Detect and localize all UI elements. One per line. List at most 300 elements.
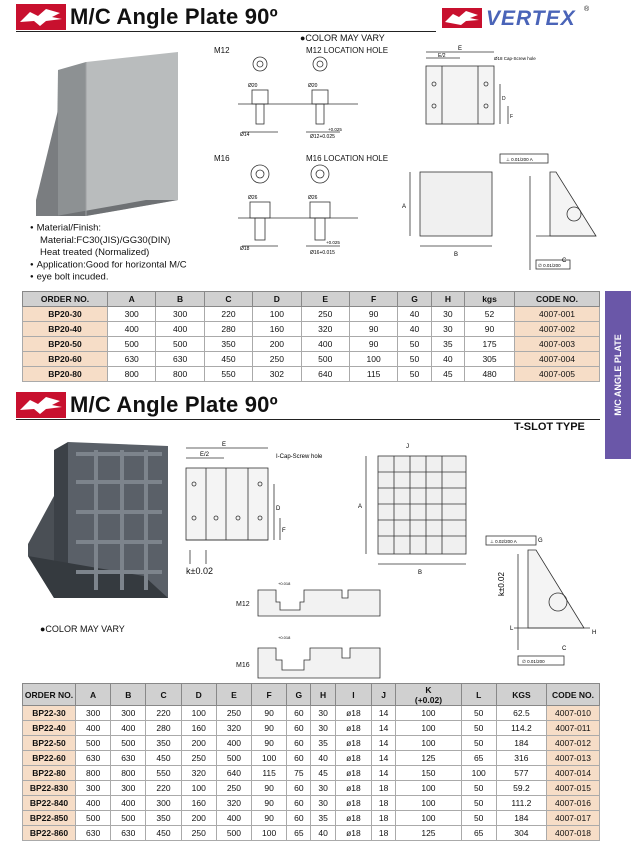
table-cell: 800 bbox=[111, 766, 146, 781]
svg-text:J: J bbox=[406, 444, 409, 450]
tslot-m12-label: M12 bbox=[236, 601, 250, 608]
svg-text:Ø12+0.025: Ø12+0.025 bbox=[310, 134, 335, 140]
col2-code-no: CODE NO. bbox=[547, 684, 600, 706]
table-cell: 90 bbox=[252, 736, 287, 751]
m12-label: M12 bbox=[214, 46, 230, 55]
svg-text:A: A bbox=[358, 504, 363, 510]
brand-registered: ® bbox=[584, 6, 590, 13]
eagle-logo-icon-2 bbox=[16, 392, 66, 418]
table-cell: 59.2 bbox=[496, 781, 546, 796]
table-cell: 184 bbox=[496, 811, 546, 826]
svg-text:+0.025: +0.025 bbox=[326, 240, 340, 245]
col-order-no: ORDER NO. bbox=[23, 292, 108, 307]
code-no-cell: 4007-004 bbox=[515, 352, 600, 367]
table-cell: 35 bbox=[311, 736, 335, 751]
svg-text:⊥ 0.01/200 A: ⊥ 0.01/200 A bbox=[506, 157, 533, 162]
table-row bbox=[23, 337, 600, 352]
table-cell: 50 bbox=[461, 706, 496, 721]
code-no-cell: 4007-014 bbox=[547, 766, 600, 781]
table-cell: 100 bbox=[396, 736, 461, 751]
table-cell: 175 bbox=[465, 337, 515, 352]
table-cell: 90 bbox=[252, 811, 287, 826]
front-view-drawing bbox=[408, 44, 568, 132]
table-cell: 160 bbox=[181, 796, 216, 811]
table-cell: 14 bbox=[372, 736, 396, 751]
svg-text:C: C bbox=[562, 646, 567, 652]
svg-text:Ø20: Ø20 bbox=[308, 83, 318, 89]
svg-text:+0.025: +0.025 bbox=[328, 127, 342, 132]
page-title: M/C Angle Plate 90º bbox=[70, 4, 278, 29]
table-cell: 250 bbox=[301, 307, 349, 322]
table-cell: 90 bbox=[349, 337, 397, 352]
table-cell: 18 bbox=[372, 796, 396, 811]
code-no-cell: 4007-015 bbox=[547, 781, 600, 796]
col2-b: B bbox=[111, 684, 146, 706]
col2-e: E bbox=[216, 684, 251, 706]
table-cell: 250 bbox=[181, 751, 216, 766]
table-cell: 14 bbox=[372, 721, 396, 736]
table-cell: 65 bbox=[461, 751, 496, 766]
svg-text:Ø26: Ø26 bbox=[248, 195, 258, 201]
table-cell: 60 bbox=[287, 706, 311, 721]
svg-text:Ø18 Cap-Screw hole: Ø18 Cap-Screw hole bbox=[494, 56, 536, 61]
svg-text:Ø20: Ø20 bbox=[248, 83, 258, 89]
table-cell: 52 bbox=[465, 307, 515, 322]
svg-text:+0.018: +0.018 bbox=[278, 635, 291, 640]
table-cell: 630 bbox=[76, 751, 111, 766]
table-cell: 300 bbox=[76, 781, 111, 796]
table-cell: 500 bbox=[76, 736, 111, 751]
order-no-cell: BP22-830 bbox=[23, 781, 76, 796]
table-row bbox=[23, 307, 600, 322]
table-cell: 160 bbox=[253, 322, 301, 337]
col2-i: I bbox=[335, 684, 371, 706]
note-material: Material:FC30(JIS)/GG30(DIN) bbox=[40, 234, 171, 246]
tslot-angle-plate-photo bbox=[24, 436, 174, 606]
table-cell: 35 bbox=[311, 811, 335, 826]
table-cell: 75 bbox=[287, 766, 311, 781]
col-f: F bbox=[349, 292, 397, 307]
table-cell: 300 bbox=[111, 706, 146, 721]
table-cell: 90 bbox=[252, 781, 287, 796]
col2-c: C bbox=[146, 684, 181, 706]
table-row bbox=[23, 367, 600, 382]
table-row bbox=[23, 736, 600, 751]
table-cell: 280 bbox=[204, 322, 252, 337]
table-cell: ø18 bbox=[335, 781, 371, 796]
col2-a: A bbox=[76, 684, 111, 706]
section2-title: M/C Angle Plate 90º bbox=[70, 392, 278, 417]
tslot-side-view-drawing bbox=[484, 530, 604, 680]
table-cell: 450 bbox=[204, 352, 252, 367]
table-cell: 14 bbox=[372, 751, 396, 766]
table-cell: 630 bbox=[111, 751, 146, 766]
vertex-logo bbox=[442, 6, 592, 30]
table-cell: 50 bbox=[461, 721, 496, 736]
table-cell: 114.2 bbox=[496, 721, 546, 736]
eagle-logo-icon bbox=[16, 4, 66, 30]
col2-order-no: ORDER NO. bbox=[23, 684, 76, 706]
code-no-cell: 4007-005 bbox=[515, 367, 600, 382]
table-cell: 14 bbox=[372, 766, 396, 781]
table-cell: 45 bbox=[431, 367, 464, 382]
col-kgs: kgs bbox=[465, 292, 515, 307]
table-cell: 500 bbox=[156, 337, 204, 352]
table-cell: 50 bbox=[398, 352, 431, 367]
table-cell: 320 bbox=[301, 322, 349, 337]
table-cell: 50 bbox=[461, 811, 496, 826]
table-cell: 400 bbox=[76, 721, 111, 736]
table-cell: 111.2 bbox=[496, 796, 546, 811]
table-cell: 30 bbox=[311, 706, 335, 721]
table-row bbox=[23, 322, 600, 337]
code-no-cell: 4007-001 bbox=[515, 307, 600, 322]
code-no-cell: 4007-003 bbox=[515, 337, 600, 352]
code-no-cell: 4007-013 bbox=[547, 751, 600, 766]
table-cell: 630 bbox=[76, 826, 111, 841]
table-cell: 90 bbox=[252, 706, 287, 721]
code-no-cell: 4007-016 bbox=[547, 796, 600, 811]
code-no-cell: 4007-002 bbox=[515, 322, 600, 337]
table-cell: 350 bbox=[204, 337, 252, 352]
order-no-cell: BP22-850 bbox=[23, 811, 76, 826]
svg-text:E: E bbox=[458, 46, 463, 52]
table-cell: 350 bbox=[146, 736, 181, 751]
note-application: ● Application:Good for horizontal M/C bbox=[30, 259, 187, 272]
code-no-cell: 4007-018 bbox=[547, 826, 600, 841]
tslot-grid-view-drawing bbox=[354, 436, 474, 586]
table-cell: 50 bbox=[461, 796, 496, 811]
table-cell: 40 bbox=[311, 826, 335, 841]
vertex-eagle-icon bbox=[442, 6, 482, 30]
tslot-front-view-drawing bbox=[176, 440, 356, 580]
col-code-no: CODE NO. bbox=[515, 292, 600, 307]
table-cell: 800 bbox=[108, 367, 156, 382]
table-cell: 200 bbox=[181, 736, 216, 751]
svg-text:F: F bbox=[282, 528, 286, 534]
table-cell: 18 bbox=[372, 826, 396, 841]
table-cell: 100 bbox=[181, 781, 216, 796]
table-row bbox=[23, 706, 600, 721]
table-cell: 800 bbox=[76, 766, 111, 781]
table-cell: 500 bbox=[301, 352, 349, 367]
table-cell: 40 bbox=[311, 751, 335, 766]
order-no-cell: BP20-30 bbox=[23, 307, 108, 322]
table-cell: 640 bbox=[301, 367, 349, 382]
table-cell: 400 bbox=[216, 736, 251, 751]
table-cell: 90 bbox=[349, 307, 397, 322]
table-cell: 90 bbox=[252, 721, 287, 736]
table-cell: 400 bbox=[111, 721, 146, 736]
svg-text:Ø26: Ø26 bbox=[308, 195, 318, 201]
m16-location-drawing bbox=[228, 162, 368, 258]
table-cell: 480 bbox=[465, 367, 515, 382]
tslot-m16-drawing bbox=[256, 630, 382, 686]
table-cell: 300 bbox=[156, 307, 204, 322]
table-cell: ø18 bbox=[335, 721, 371, 736]
table-cell: 100 bbox=[181, 706, 216, 721]
angle-plate-photo bbox=[28, 50, 198, 222]
table-cell: 630 bbox=[111, 826, 146, 841]
order-no-cell: BP22-40 bbox=[23, 721, 76, 736]
order-no-cell: BP20-50 bbox=[23, 337, 108, 352]
table-cell: 100 bbox=[396, 721, 461, 736]
table-cell: 90 bbox=[349, 322, 397, 337]
table-row bbox=[23, 721, 600, 736]
tslot-m12-drawing bbox=[256, 576, 382, 626]
table-cell: 500 bbox=[216, 751, 251, 766]
svg-text:∅ 0.01/200: ∅ 0.01/200 bbox=[538, 263, 561, 268]
col2-k-label: K bbox=[425, 684, 432, 695]
svg-text:F: F bbox=[510, 114, 514, 120]
table-cell: 50 bbox=[461, 736, 496, 751]
table-cell: 220 bbox=[204, 307, 252, 322]
table-cell: 550 bbox=[204, 367, 252, 382]
table-cell: 150 bbox=[396, 766, 461, 781]
table-cell: 60 bbox=[287, 796, 311, 811]
table-cell: ø18 bbox=[335, 766, 371, 781]
col2-k-sub: (+0.02) bbox=[414, 694, 443, 705]
table-cell: 50 bbox=[398, 337, 431, 352]
col2-k bbox=[396, 684, 461, 706]
brand-name: VERTEX bbox=[486, 7, 576, 30]
table-cell: 100 bbox=[253, 307, 301, 322]
code-no-cell: 4007-010 bbox=[547, 706, 600, 721]
table-cell: ø18 bbox=[335, 751, 371, 766]
table-cell: 200 bbox=[181, 811, 216, 826]
table-cell: 100 bbox=[252, 826, 287, 841]
table-cell: 100 bbox=[396, 811, 461, 826]
col-e: E bbox=[301, 292, 349, 307]
svg-text:∅ 0.01/200: ∅ 0.01/200 bbox=[522, 659, 545, 664]
table-cell: 100 bbox=[252, 751, 287, 766]
table-row bbox=[23, 796, 600, 811]
table-cell: 630 bbox=[156, 352, 204, 367]
table-cell: ø18 bbox=[335, 811, 371, 826]
table-cell: 400 bbox=[108, 322, 156, 337]
table-cell: 320 bbox=[181, 766, 216, 781]
table-row bbox=[23, 766, 600, 781]
table2-header-row bbox=[23, 684, 600, 706]
section2-underline bbox=[16, 419, 600, 420]
table-cell: ø18 bbox=[335, 826, 371, 841]
svg-text:A: A bbox=[402, 204, 407, 210]
table-cell: 30 bbox=[311, 796, 335, 811]
svg-text:E/2: E/2 bbox=[200, 452, 210, 458]
svg-text:E: E bbox=[222, 442, 227, 448]
table-cell: 577 bbox=[496, 766, 546, 781]
svg-text:I-Cap-Screw hole: I-Cap-Screw hole bbox=[276, 454, 323, 460]
table-cell: 500 bbox=[108, 337, 156, 352]
col2-d: D bbox=[181, 684, 216, 706]
code-no-cell: 4007-012 bbox=[547, 736, 600, 751]
table-cell: 50 bbox=[398, 367, 431, 382]
table-cell: 60 bbox=[287, 811, 311, 826]
svg-text:C: C bbox=[562, 258, 567, 264]
table-row bbox=[23, 751, 600, 766]
order-no-cell: BP22-80 bbox=[23, 766, 76, 781]
col-a: A bbox=[108, 292, 156, 307]
spec-table-bp22 bbox=[22, 683, 600, 841]
table-cell: 60 bbox=[287, 721, 311, 736]
table-cell: 30 bbox=[311, 781, 335, 796]
col2-h: H bbox=[311, 684, 335, 706]
table-cell: 65 bbox=[287, 826, 311, 841]
table-cell: 305 bbox=[465, 352, 515, 367]
order-no-cell: BP20-80 bbox=[23, 367, 108, 382]
col2-f: F bbox=[252, 684, 287, 706]
m12-location-label: M12 LOCATION HOLE bbox=[306, 46, 389, 55]
table-row bbox=[23, 811, 600, 826]
table-cell: 220 bbox=[146, 781, 181, 796]
table-cell: 100 bbox=[461, 766, 496, 781]
code-no-cell: 4007-017 bbox=[547, 811, 600, 826]
svg-text:B: B bbox=[418, 570, 423, 576]
table-cell: ø18 bbox=[335, 706, 371, 721]
svg-text:B: B bbox=[454, 252, 459, 258]
table-cell: 45 bbox=[311, 766, 335, 781]
table-row bbox=[23, 826, 600, 841]
side-tab bbox=[605, 291, 631, 459]
table-cell: 90 bbox=[465, 322, 515, 337]
table-cell: 316 bbox=[496, 751, 546, 766]
table-cell: 250 bbox=[253, 352, 301, 367]
table-cell: 100 bbox=[396, 706, 461, 721]
m12-location-drawing bbox=[228, 54, 368, 140]
table-cell: 400 bbox=[156, 322, 204, 337]
col2-g: G bbox=[287, 684, 311, 706]
table-cell: 320 bbox=[216, 796, 251, 811]
table-cell: 500 bbox=[111, 811, 146, 826]
table-cell: 30 bbox=[311, 721, 335, 736]
col-d: D bbox=[253, 292, 301, 307]
table-cell: 50 bbox=[461, 781, 496, 796]
table-cell: 500 bbox=[216, 826, 251, 841]
spec-table-bp20 bbox=[22, 291, 600, 382]
table-cell: 400 bbox=[111, 796, 146, 811]
table-cell: 500 bbox=[76, 811, 111, 826]
table-cell: 300 bbox=[111, 781, 146, 796]
table-row bbox=[23, 352, 600, 367]
table-cell: 100 bbox=[349, 352, 397, 367]
k-tolerance-label: k±0.02 bbox=[186, 566, 213, 576]
table-cell: 100 bbox=[396, 796, 461, 811]
table-cell: 62.5 bbox=[496, 706, 546, 721]
table-cell: 160 bbox=[181, 721, 216, 736]
table-cell: 400 bbox=[76, 796, 111, 811]
order-no-cell: BP22-30 bbox=[23, 706, 76, 721]
m16-label: M16 bbox=[214, 154, 230, 163]
table-cell: 65 bbox=[461, 826, 496, 841]
table-cell: 184 bbox=[496, 736, 546, 751]
svg-text:k±0.02: k±0.02 bbox=[497, 572, 506, 596]
order-no-cell: BP20-60 bbox=[23, 352, 108, 367]
table-cell: 14 bbox=[372, 706, 396, 721]
col-g: G bbox=[398, 292, 431, 307]
svg-text:E/2: E/2 bbox=[438, 53, 446, 59]
svg-text:D: D bbox=[502, 96, 506, 102]
col2-kgs: KGS bbox=[496, 684, 546, 706]
code-no-cell: 4007-011 bbox=[547, 721, 600, 736]
note-heat: Heat treated (Normalized) bbox=[40, 246, 150, 258]
color-note-2: ●COLOR MAY VARY bbox=[40, 624, 125, 634]
table-body bbox=[23, 307, 600, 382]
order-no-cell: BP20-40 bbox=[23, 322, 108, 337]
table-cell: 40 bbox=[398, 307, 431, 322]
table-cell: 500 bbox=[111, 736, 146, 751]
material-notes bbox=[30, 222, 187, 284]
table-cell: 300 bbox=[108, 307, 156, 322]
svg-text:+0.018: +0.018 bbox=[278, 581, 291, 586]
side-tab-label: M/C ANGLE PLATE bbox=[613, 334, 623, 416]
table-cell: 30 bbox=[431, 322, 464, 337]
table-cell: 220 bbox=[146, 706, 181, 721]
col-h: H bbox=[431, 292, 464, 307]
svg-text:Ø14: Ø14 bbox=[240, 132, 250, 138]
table2-body bbox=[23, 706, 600, 841]
table-cell: 450 bbox=[146, 826, 181, 841]
table-cell: 90 bbox=[252, 796, 287, 811]
order-no-cell: BP22-50 bbox=[23, 736, 76, 751]
table-cell: 640 bbox=[216, 766, 251, 781]
table-cell: 630 bbox=[108, 352, 156, 367]
table-cell: 300 bbox=[76, 706, 111, 721]
table-cell: 302 bbox=[253, 367, 301, 382]
table-cell: 304 bbox=[496, 826, 546, 841]
tslot-m16-label: M16 bbox=[236, 662, 250, 669]
title-underline bbox=[16, 31, 436, 32]
table-cell: 250 bbox=[216, 781, 251, 796]
table-cell: ø18 bbox=[335, 796, 371, 811]
table-cell: 350 bbox=[146, 811, 181, 826]
table-cell: 550 bbox=[146, 766, 181, 781]
svg-text:D: D bbox=[276, 506, 281, 512]
table-cell: 30 bbox=[431, 307, 464, 322]
table-cell: 115 bbox=[349, 367, 397, 382]
svg-text:Ø16+0.015: Ø16+0.015 bbox=[310, 250, 335, 256]
table-cell: 40 bbox=[398, 322, 431, 337]
table-cell: 35 bbox=[431, 337, 464, 352]
table-cell: 18 bbox=[372, 811, 396, 826]
table-cell: 60 bbox=[287, 736, 311, 751]
table-cell: 800 bbox=[156, 367, 204, 382]
table-cell: 115 bbox=[252, 766, 287, 781]
table-row bbox=[23, 781, 600, 796]
table-cell: 400 bbox=[216, 811, 251, 826]
table-cell: 60 bbox=[287, 781, 311, 796]
table-cell: 125 bbox=[396, 751, 461, 766]
color-note-1: ●COLOR MAY VARY bbox=[300, 33, 385, 43]
m16-location-label: M16 LOCATION HOLE bbox=[306, 154, 389, 163]
svg-text:G: G bbox=[538, 538, 543, 544]
table-cell: 100 bbox=[396, 781, 461, 796]
table-cell: 320 bbox=[216, 721, 251, 736]
table-cell: ø18 bbox=[335, 736, 371, 751]
section2-subtitle: T-SLOT TYPE bbox=[514, 421, 585, 433]
table-cell: 300 bbox=[146, 796, 181, 811]
table-cell: 125 bbox=[396, 826, 461, 841]
table-cell: 40 bbox=[431, 352, 464, 367]
svg-text:⊥ 0.02/200 A: ⊥ 0.02/200 A bbox=[490, 539, 517, 544]
table-cell: 60 bbox=[287, 751, 311, 766]
side-view-drawing bbox=[400, 152, 600, 282]
order-no-cell: BP22-60 bbox=[23, 751, 76, 766]
order-no-cell: BP22-840 bbox=[23, 796, 76, 811]
svg-text:H: H bbox=[592, 630, 597, 636]
col2-j: J bbox=[372, 684, 396, 706]
col-b: B bbox=[156, 292, 204, 307]
table-cell: 18 bbox=[372, 781, 396, 796]
